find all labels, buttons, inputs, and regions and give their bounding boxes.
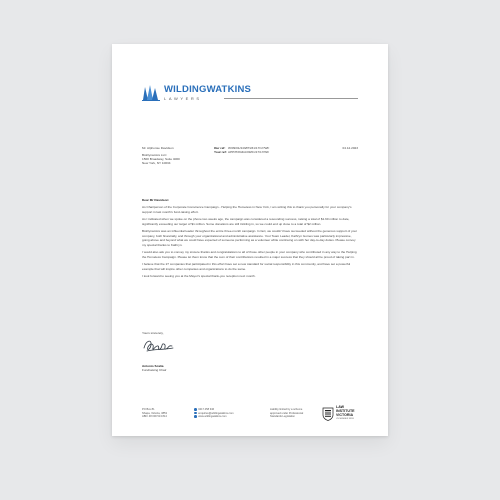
footer-website[interactable]: www.wildingwatkins.com — [198, 415, 227, 419]
signer-title: Fundraising Chair — [142, 368, 167, 373]
email-icon — [194, 412, 197, 415]
letter-page — [112, 44, 388, 436]
web-icon — [194, 415, 197, 418]
signer-name: Antonio Scalia — [142, 364, 164, 368]
footer-abn: ABN: 48 000 513 814 — [142, 415, 167, 419]
recipient-street: 1500 Broadway, Suite 4000 — [142, 157, 180, 161]
footer-contact — [194, 408, 234, 419]
firm-tagline: LAWYERS — [164, 95, 202, 101]
firm-logo — [142, 84, 251, 102]
body-paragraph: I look forward to seeing you at the Mayor's special thank-you reception next month. — [142, 274, 256, 279]
body-paragraph: I believe that the 27 companies that participated in this effort have set a new standard for social responsibility in this community, and have set a powerful example that will inspire other companies and organizations to do the same. — [142, 262, 351, 271]
building-logo-icon — [142, 84, 160, 102]
institute-line: INSTITUTE — [336, 408, 355, 413]
your-ref-label: Your ref: — [214, 150, 227, 155]
footer-email[interactable]: enquiries@wildingwatkins.com — [198, 411, 234, 415]
firm-name: WILDINGWATKINS — [164, 84, 252, 96]
signer-block — [142, 364, 166, 373]
recipient-name: Mr. Alphonse Davidson — [142, 146, 174, 150]
footer-address-line: Nhapa, Victoria, 3853 — [142, 411, 167, 415]
phone-icon — [194, 408, 197, 411]
institute-line: VICTORIA — [336, 412, 354, 417]
signature-image — [142, 336, 176, 356]
footer-address-line: PO Box 81 — [142, 408, 155, 411]
footer-address — [142, 408, 167, 419]
crest-icon — [322, 407, 334, 421]
body-paragraph: BioDynamics was an influential leader throughout the entire three-month campaign. In fact, we couldn't have succeeded without the generous support of your company, both financially, and through your organizational and administrative assistance. Your Team Leader, Kathryn Gomes was particularly impressive, going above and beyond what we could have expected of someone performing as a volunteer while continuing on with her day-to-day duties. Please convey my special thanks to Kathryn. — [142, 229, 358, 247]
disclaimer-line: Liability limited by a scheme — [270, 408, 303, 411]
disclaimer-line: approved under Professional — [270, 411, 304, 415]
institute-member-label: LIV MEMBER FIRM — [336, 417, 354, 420]
header-rule — [224, 98, 358, 99]
footer-disclaimer — [270, 408, 318, 419]
our-ref-label: Our ref: — [214, 146, 226, 150]
reference-block — [214, 146, 269, 155]
letter-date: 04.12.2023 — [342, 146, 358, 150]
law-institute-logo — [322, 406, 355, 422]
recipient-city: New York, NY 10034 — [142, 161, 171, 166]
body-paragraph: As I indicated when we spoke on the phone two weeks ago, the campaign was considered a resounding success, raising a total of $1.60 million to date, significantly exceeding our target of $1 million. Some donations are still trickling in, so we could end up close to a total of $2 million. — [142, 217, 350, 226]
our-ref-value: W/09/01/443/PN/31/17/17/WF — [228, 146, 270, 150]
closing: Yours sincerely, — [142, 331, 164, 335]
letter-footer — [142, 405, 358, 428]
your-ref-value: APP/H/844/A/09/01/17/17/WF — [228, 150, 270, 155]
institute-line: LAW — [336, 405, 344, 409]
recipient-company: BioDynamics LLC — [142, 152, 167, 157]
body-paragraph: As Chairperson of the Corporate Conscience Campaign - Helping the Homeless in New York, I am writing this to thank you personally for your company's support in last month's fund-raising effort. — [142, 205, 352, 214]
letter-body — [142, 198, 358, 282]
body-paragraph: I would also ask you to convey my sincere thanks and congratulations to all of those other people in your company who contributed in any way to the Helping the Homeless Campaign. Please let them know that the sum of their contributions resulted in a major success that they should all be proud of taking part in. — [142, 250, 357, 259]
recipient-block — [142, 146, 222, 166]
footer-phone: 0417 458 346 — [198, 408, 215, 411]
disclaimer-line: Standards Legislation — [270, 415, 295, 419]
salutation: Dear Mr Davidson: — [142, 198, 170, 202]
